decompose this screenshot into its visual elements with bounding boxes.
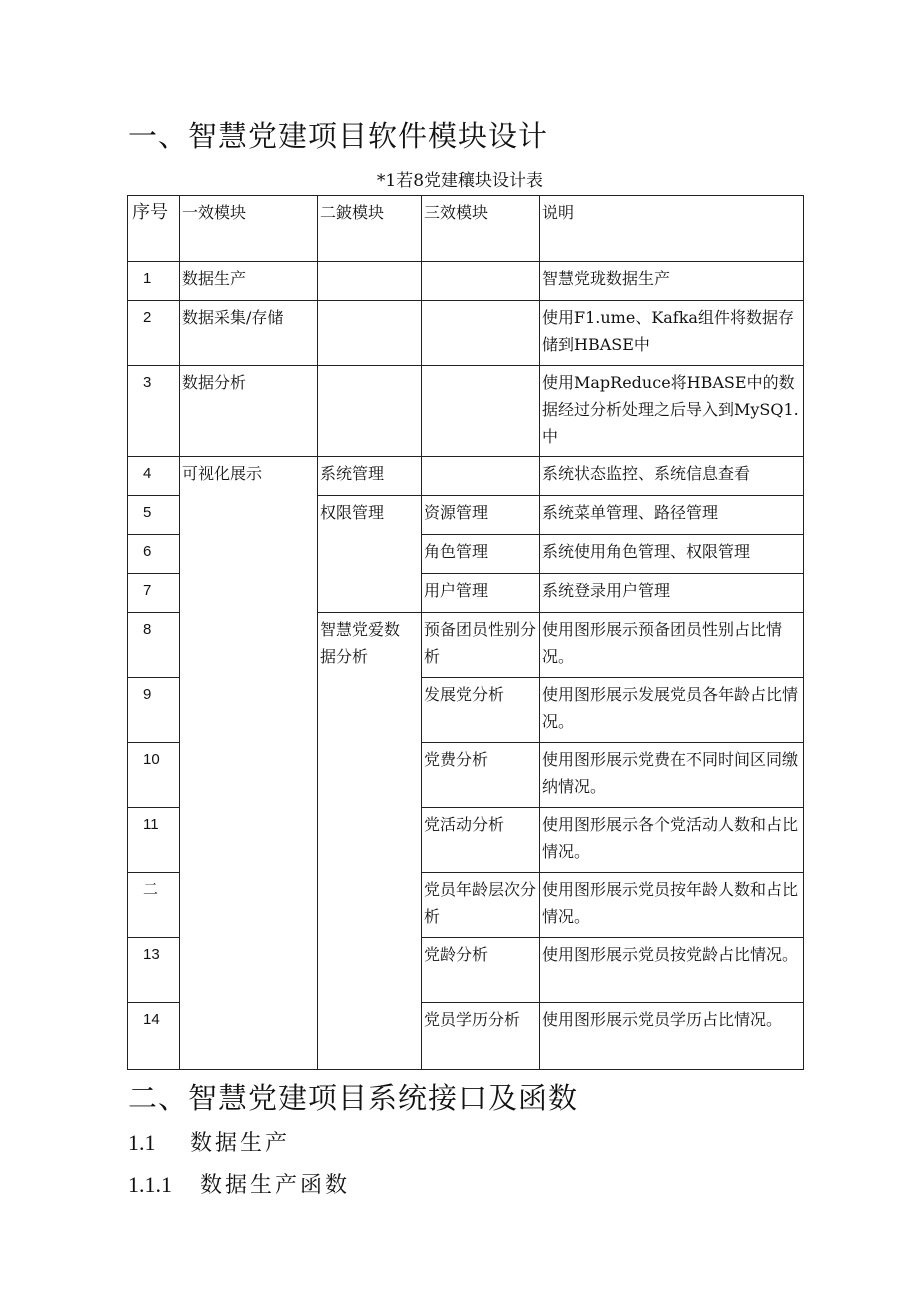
- header-desc: 说明: [540, 196, 804, 262]
- row-module-2: [318, 301, 422, 366]
- row-desc: 使用图形展示党员学历占比情况。: [540, 1003, 804, 1070]
- row-module-3: 党活动分析: [422, 808, 540, 873]
- row-module-2: [318, 262, 422, 301]
- row-module-2: [318, 366, 422, 457]
- row-module-1: 可视化展示: [180, 457, 318, 1070]
- row-desc: 使用图形展示各个党活动人数和占比情况。: [540, 808, 804, 873]
- row-desc: 使用MapReduce将HBASE中的数据经过分析处理之后导入到MySQ1.中: [540, 366, 804, 457]
- row-no: 13: [128, 938, 180, 1003]
- row-module-3: [422, 457, 540, 496]
- row-no: 5: [128, 496, 180, 535]
- heading-1-1-1-text: 数据生产函数: [200, 1173, 351, 1198]
- row-module-3: 角色管理: [422, 535, 540, 574]
- table-row: [128, 262, 804, 301]
- row-no: 9: [128, 678, 180, 743]
- row-module-1: 数据生产: [180, 262, 318, 301]
- row-desc: 使用F1.ume、Kafka组件将数据存储到HBASE中: [540, 301, 804, 366]
- row-module-2-cell: [318, 613, 422, 1070]
- row-module-3: 党龄分析: [422, 938, 540, 1003]
- module-design-table: [127, 195, 804, 1070]
- row-module-2: 系统管理: [318, 457, 422, 496]
- table-row: [128, 366, 804, 457]
- row-desc: 系统状态监控、系统信息查看: [540, 457, 804, 496]
- row-module-3: [422, 301, 540, 366]
- row-desc: 使用图形展示发展党员各年龄占比情况。: [540, 678, 804, 743]
- row-module-3: 党员学历分析: [422, 1003, 540, 1070]
- row-module-3: 党员年龄层次分析: [422, 873, 540, 938]
- section-1-title: 一、智慧党建项目软件模块设计: [128, 119, 549, 153]
- row-no: 二: [128, 873, 180, 938]
- row-no: 2: [128, 301, 180, 366]
- row-no: 7: [128, 574, 180, 613]
- header-module-1: 一效模块: [180, 196, 318, 262]
- row-desc: 智慧党珑数据生产: [540, 262, 804, 301]
- table-caption: *1若8党建穰块设计表: [376, 171, 544, 191]
- row-module-3: [422, 366, 540, 457]
- row-module-1: 数据分析: [180, 366, 318, 457]
- row-no: 6: [128, 535, 180, 574]
- row-desc: 系统菜单管理、路径管理: [540, 496, 804, 535]
- header-module-3: 三效模块: [422, 196, 540, 262]
- header-module-2: 二鈹模块: [318, 196, 422, 262]
- row-no: 1: [128, 262, 180, 301]
- row-no: 4: [128, 457, 180, 496]
- heading-1-1: [128, 1126, 290, 1157]
- row-no: 10: [128, 743, 180, 808]
- row-no: 11: [128, 808, 180, 873]
- row-module-3: 预备团员性别分析: [422, 613, 540, 678]
- row-desc: 使用图形展示党费在不同时间区同缴纳情况。: [540, 743, 804, 808]
- row-no: 8: [128, 613, 180, 678]
- row-module-2: 智慧党爱数据分析: [320, 620, 401, 666]
- row-desc: 系统登录用户管理: [540, 574, 804, 613]
- row-no: 14: [128, 1003, 180, 1070]
- row-module-3: 发展党分析: [422, 678, 540, 743]
- table-row: [128, 301, 804, 366]
- row-no: 3: [128, 366, 180, 457]
- row-desc: 使用图形展示党员按党龄占比情况。: [540, 938, 804, 1003]
- row-module-3: 党费分析: [422, 743, 540, 808]
- row-module-2: 权限管理: [318, 496, 422, 613]
- row-desc: 系统使用角色管理、权限管理: [540, 535, 804, 574]
- heading-1-1-1-number: 1.1.1: [128, 1172, 172, 1197]
- row-module-3: 资源管理: [422, 496, 540, 535]
- header-no: 序号: [128, 196, 180, 262]
- row-module-3: 用户管理: [422, 574, 540, 613]
- row-module-1: 数据采集/存储: [180, 301, 318, 366]
- table-header-row: [128, 196, 804, 262]
- row-module-3: [422, 262, 540, 301]
- heading-1-1-1: [128, 1168, 350, 1199]
- row-desc: 使用图形展示党员按年龄人数和占比情况。: [540, 873, 804, 938]
- table-row: [128, 457, 804, 496]
- heading-1-1-number: 1.1: [128, 1130, 156, 1155]
- row-desc: 使用图形展示预备团员性别占比情况。: [540, 613, 804, 678]
- heading-1-1-text: 数据生产: [190, 1131, 291, 1156]
- section-2-title: 二、智慧党建项目系统接口及函数: [128, 1081, 579, 1115]
